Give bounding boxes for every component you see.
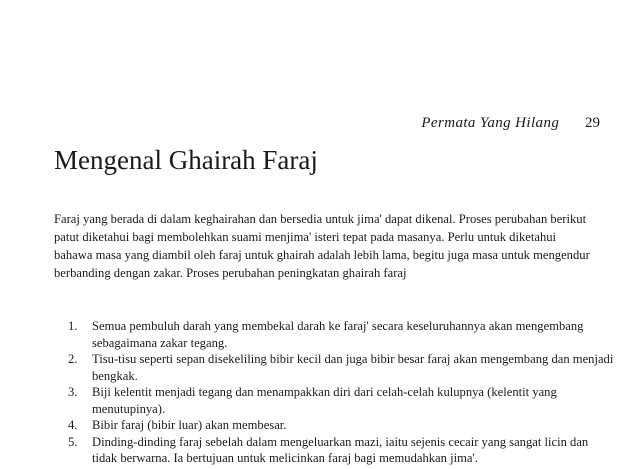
list-item-number: 2.	[68, 352, 78, 366]
list-item	[54, 417, 614, 434]
list-item-number: 5.	[68, 434, 78, 449]
page-number: 29	[585, 115, 600, 131]
list-item-number: 4.	[68, 418, 78, 432]
chapter-title: Mengenal Ghairah Faraj	[54, 145, 318, 175]
list-item-text: Tisu-tisu seperti sepan disekeliling bibir kecil dan juga bibir besar faraj akan mengembang dan menjadi bengkak.	[92, 352, 614, 383]
list-item	[54, 318, 614, 351]
list-item-number: 3.	[68, 385, 78, 399]
running-title: Permata Yang Hilang	[421, 115, 560, 131]
list-item-number: 1.	[68, 319, 78, 333]
intro-paragraph: Faraj yang berada di dalam keghairahan dan bersedia untuk jima' dapat dikenal. Proses perubahan berikut patut diketahui bagi membolehkan suami menjima' isteri tepat pada masanya. Perlu untuk diketahui bahawa masa yang diambil oleh faraj untuk ghairah adalah lebih lama, begitu juga masa untuk mengendur berbanding dengan zakar. Proses perubahan peningkatan ghairah faraj	[54, 212, 590, 280]
running-header	[421, 114, 600, 132]
list-item-text: Biji kelentit menjadi tegang dan menampakkan diri dari celah-celah kulupnya (kelentit yang menutupinya).	[92, 385, 557, 416]
list-item-text: Dinding-dinding faraj sebelah dalam mengeluarkan mazi, iaitu sejenis cecair yang sangat licin dan tidak berwarna. Ia bertujuan untuk melicinkan faraj bagi memudahkan jima'.	[92, 434, 589, 465]
numbered-list	[54, 318, 614, 467]
list-item-text: Bibir faraj (bibir luar) akan membesar.	[92, 418, 287, 432]
list-item	[54, 351, 614, 384]
list-item-text: Semua pembuluh darah yang membekal darah ke faraj' secara keseluruhannya akan mengembang sebagaimana zakar tegang.	[92, 319, 584, 350]
list-item	[54, 434, 614, 467]
list-item	[54, 384, 614, 417]
